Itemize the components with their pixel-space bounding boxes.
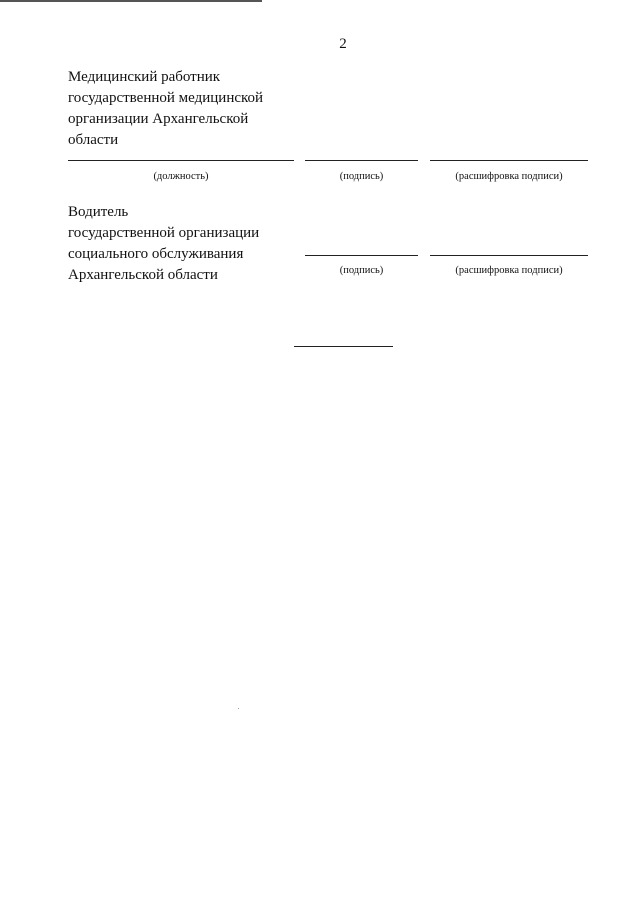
signature-blank-line: [305, 160, 418, 161]
signature-blank-line: [305, 255, 418, 256]
decoding-caption: (расшифровка подписи): [455, 171, 563, 182]
page-number: 2: [339, 36, 347, 52]
medical-worker-role: [68, 67, 263, 151]
position-caption: (должность): [153, 171, 209, 182]
signature-caption: (подпись): [339, 265, 384, 276]
decoding-blank-line: [430, 255, 588, 256]
driver-role: [68, 202, 259, 286]
role-line: Архангельской области: [68, 267, 218, 283]
decoding-blank-line: [430, 160, 588, 161]
role-line: организации Архангельской: [68, 111, 249, 127]
end-of-document-rule: [294, 346, 393, 347]
scan-speck: [238, 708, 239, 709]
role-line: социального обслуживания: [68, 246, 244, 262]
role-line: Водитель: [68, 204, 129, 220]
role-line: области: [68, 132, 119, 148]
decoding-caption: (расшифровка подписи): [455, 265, 563, 276]
position-blank-line: [68, 160, 294, 161]
role-line: государственной медицинской: [68, 90, 264, 106]
role-line: Медицинский работник: [68, 69, 221, 85]
scan-edge-rule: [0, 0, 262, 2]
signature-caption: (подпись): [339, 171, 384, 182]
role-line: государственной организации: [68, 225, 260, 241]
